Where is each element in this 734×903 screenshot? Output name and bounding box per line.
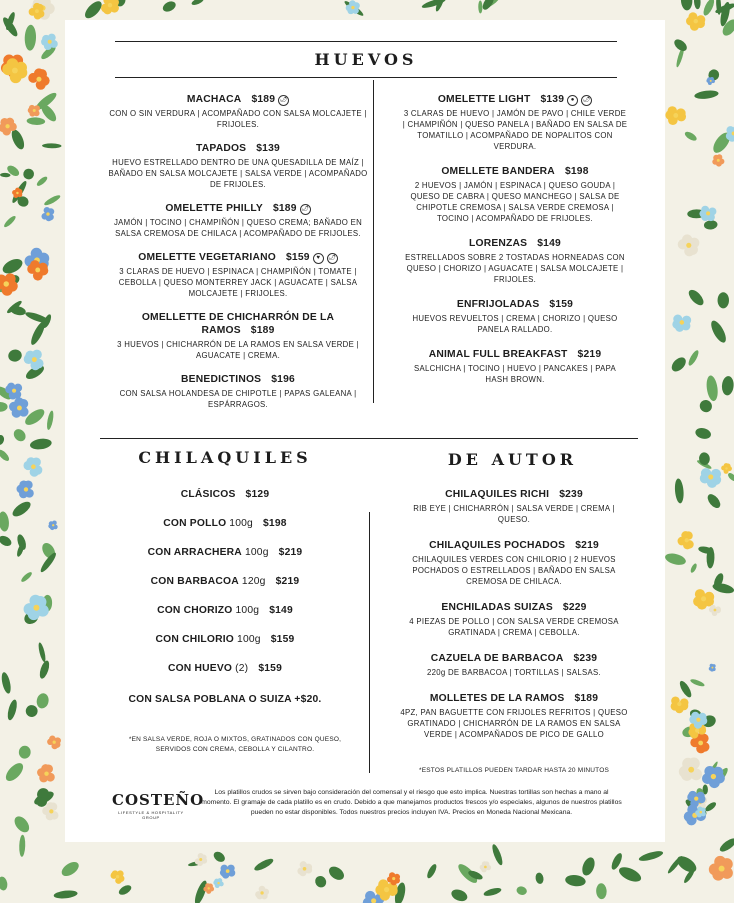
item-name: OMELLETTE DE CHICHARRÓN DE LA RAMOS	[141, 312, 335, 336]
flower	[220, 865, 235, 879]
flower	[297, 861, 312, 876]
item-heading	[396, 652, 632, 665]
item-heading	[108, 202, 368, 215]
item-weight: 100g	[235, 605, 260, 616]
menu-item	[402, 298, 628, 335]
menu-item	[100, 604, 350, 617]
item-heading	[108, 373, 368, 386]
de-autor-note: *ESTOS PLATILLOS PUEDEN TARDAR HASTA 20 MINUTOS	[418, 767, 609, 774]
item-name: MOLLETES DE LA RAMOS	[429, 693, 565, 704]
item-heading	[100, 662, 350, 675]
item-heading	[402, 165, 628, 178]
item-description: SALCHICHA | TOCINO | HUEVO | PANCAKES | PAPA HASH BROWN.	[413, 364, 617, 384]
item-price: $239	[559, 489, 583, 500]
flower	[47, 736, 61, 750]
item-weight: 100g	[237, 634, 261, 645]
section-title-chilaquiles: CHILAQUILES	[138, 448, 312, 467]
brand-tagline: LIFESTYLE & HOSPITALITY GROUP	[118, 810, 184, 820]
huevos-left-column	[108, 93, 368, 410]
item-description: 3 HUEVOS | CHICHARRÓN DE LA RAMOS EN SALSA VERDE | AGUACATE | CREMA.	[117, 340, 359, 360]
item-name: CLÁSICOS	[180, 489, 236, 500]
menu-item	[402, 93, 628, 152]
menu-item	[402, 237, 628, 285]
item-name: LORENZAS	[469, 238, 528, 249]
chilaquiles-column	[100, 488, 350, 706]
item-name: ANIMAL FULL BREAKFAST	[428, 349, 568, 360]
item-description: 4 PIEZAS DE POLLO | CON SALSA VERDE CREMOSA GRATINADA | CREMA | CEBOLLA.	[409, 617, 619, 637]
menu-item	[108, 251, 368, 299]
column-divider	[369, 512, 370, 773]
flower	[48, 521, 57, 531]
menu-item	[100, 517, 350, 530]
footer-disclaimer: Los platillos crudos se sirven bajo consideración del comensal y el riesgo que esto implica. Nuestras tortillas son hechas a mano al momento. El gramaje de cada platillo es en crudo. Debido a que manejamos productos frescos y/o especiales, algunos de nuestros platillos pueden no estar disponibles. Todos nuestros precios incluyen IVA. Precios en Moneda Nacional Mexicana.	[201, 789, 622, 816]
salsa-extra: CON SALSA POBLANA O SUIZA +$20.	[128, 694, 322, 705]
vegan-icon: ♥	[313, 253, 324, 264]
item-price: $189	[272, 203, 297, 214]
flower	[195, 853, 207, 866]
menu-item	[396, 692, 632, 740]
flower	[709, 605, 721, 616]
menu-item	[100, 633, 350, 646]
item-price: $189	[251, 94, 276, 105]
item-price: $129	[245, 489, 270, 500]
item-weight: 100g	[229, 518, 253, 529]
item-price: $229	[562, 602, 587, 613]
item-description: 220g DE BARBACOA | TORTILLAS | SALSAS.	[426, 668, 602, 677]
item-heading	[108, 93, 368, 106]
item-name: CON CHILORIO	[155, 634, 235, 645]
item-description: ESTRELLADOS SOBRE 2 TOSTADAS HORNEADAS CON QUESO | CHORIZO | AGUACATE | SALSA MOLCAJETE | FRIJOLES.	[405, 253, 625, 284]
item-name: CON HUEVO	[167, 663, 233, 674]
item-price: $159	[270, 634, 295, 645]
flower	[700, 468, 721, 488]
flower	[9, 397, 29, 417]
item-name: CON BARBACOA	[150, 576, 239, 587]
item-name: CON ARRACHERA	[147, 547, 242, 558]
item-description: RIB EYE | CHICHARRÓN | SALSA VERDE | CREMA | QUESO.	[413, 504, 615, 524]
menu-item	[396, 601, 632, 638]
menu-item	[396, 539, 632, 587]
menu-item	[108, 93, 368, 130]
item-name: OMELETTE VEGETARIANO	[138, 252, 276, 263]
menu-item	[108, 142, 368, 190]
flower	[671, 697, 689, 714]
item-heading	[402, 237, 628, 250]
brand-logo	[112, 791, 205, 820]
flower	[721, 463, 732, 474]
item-price: $159	[285, 252, 310, 263]
item-description: HUEVOS REVUELTOS | CREMA | CHORIZO | QUESO PANELA RALLADO.	[412, 314, 618, 334]
item-heading	[100, 546, 350, 559]
item-name: CHILAQUILES RICHI	[445, 489, 550, 500]
item-description: HUEVO ESTRELLADO DENTRO DE UNA QUESADILLA DE MAÍZ | BAÑADO EN SALSA MOLCAJETE | SALSA VERDE | ACOMPAÑADO DE FRIJOLES.	[108, 158, 368, 189]
item-heading	[402, 348, 628, 361]
item-name: OMELETTE PHILLY	[165, 203, 263, 214]
flower	[387, 872, 400, 885]
menu-item	[402, 348, 628, 385]
flower	[37, 764, 55, 782]
divider	[115, 41, 617, 42]
item-weight: (2)	[235, 663, 249, 674]
flower	[111, 870, 125, 884]
item-price: $219	[278, 547, 303, 558]
item-price: $189	[574, 693, 599, 704]
flower	[213, 878, 223, 888]
column-divider	[373, 80, 374, 403]
flower	[678, 234, 700, 256]
divider	[115, 77, 617, 78]
item-description: 2 HUEVOS | JAMÓN | ESPINACA | QUESO GOUDA | QUESO DE CABRA | QUESO MANCHEGO | SALSA DE CHIPOTLE CREMOSA | SALSA VERDE CREMOSA | TOCINO | ACOMPAÑADO DE FRIJOLES.	[410, 181, 620, 223]
flower	[41, 207, 54, 221]
flower	[0, 273, 18, 295]
item-heading	[402, 93, 628, 106]
flower	[709, 856, 733, 881]
de-autor-column	[396, 488, 632, 740]
flower	[665, 106, 686, 125]
item-price: $219	[275, 576, 300, 587]
item-heading	[108, 142, 368, 155]
item-name: OMELLETE BANDERA	[441, 166, 555, 177]
section-title-huevos: HUEVOS	[314, 50, 418, 69]
spicy-icon: 🌶	[300, 204, 311, 215]
flower	[480, 861, 492, 872]
section-title-de-autor: DE AUTOR	[447, 450, 578, 469]
flower	[28, 68, 49, 89]
flower	[672, 314, 691, 331]
item-name: OMELETTE LIGHT	[437, 94, 531, 105]
flower	[101, 0, 119, 14]
menu-item	[100, 575, 350, 588]
item-heading	[100, 517, 350, 530]
menu-item	[108, 202, 368, 239]
item-name: CHILAQUILES POCHADOS	[429, 540, 566, 551]
item-description: 3 CLARAS DE HUEVO | JAMÓN DE PAVO | CHILE VERDE | CHAMPIÑÓN | QUESO PANELA | BAÑADO EN SALSA DE TOMATILLO | ACOMPAÑADO DE NOPALITOS CON VERDURA.	[402, 109, 628, 151]
item-name: TAPADOS	[196, 143, 247, 154]
item-heading	[108, 311, 368, 337]
item-heading	[396, 488, 632, 501]
menu-item	[100, 546, 350, 559]
flower	[24, 350, 44, 371]
item-price: $219	[575, 540, 599, 551]
item-heading	[396, 601, 632, 614]
menu-item	[108, 311, 368, 361]
flower	[679, 758, 702, 781]
item-price: $149	[537, 238, 561, 249]
flower	[678, 531, 694, 549]
flower	[706, 77, 715, 85]
item-description: JAMÓN | TOCINO | CHAMPIÑÓN | QUESO CREMA; BAÑADO EN SALSA CREMOSA DE CHILACA | ACOMPAÑADO DE FRIJOLES.	[113, 218, 363, 238]
item-price: $196	[271, 374, 295, 385]
item-price: $219	[577, 349, 602, 360]
flower	[709, 664, 716, 672]
flower	[28, 105, 40, 117]
chilaquiles-note: *EN SALSA VERDE, ROJA O MIXTOS, GRATINADOS CON QUESO, SERVIDOS CON CREMA, CEBOLLA Y CILANTRO.	[128, 736, 342, 753]
item-name: BENEDICTINOS	[181, 374, 262, 385]
item-price: $159	[549, 299, 574, 310]
flower	[712, 154, 724, 166]
item-name: CON CHORIZO	[157, 605, 233, 616]
item-heading	[396, 539, 632, 552]
huevos-right-column	[402, 93, 628, 385]
brand-name: COSTEÑO	[112, 791, 205, 809]
spicy-icon: 🌶	[278, 95, 289, 106]
item-heading	[108, 251, 368, 264]
item-name: MACHACA	[186, 94, 242, 105]
menu-item	[100, 662, 350, 675]
spicy-icon: 🌶	[581, 95, 592, 106]
item-price: $149	[269, 605, 293, 616]
item-price: $198	[564, 166, 589, 177]
item-price: $159	[258, 663, 283, 674]
item-description: CON O SIN VERDURA | ACOMPAÑADO CON SALSA MOLCAJETE | FRIJOLES.	[109, 109, 367, 129]
light-icon: ●	[567, 95, 578, 106]
item-name: CON POLLO	[163, 518, 227, 529]
flower	[41, 34, 58, 50]
item-description: 4PZ, PAN BAGUETTE CON FRIJOLES REFRITOS | QUESO GRATINADO | CHICHARRÓN DE LA RAMOS EN SALSA VERDE | ACOMPAÑADOS DE PICO DE GALLO	[400, 708, 628, 739]
flower	[17, 480, 34, 498]
menu-item	[100, 488, 350, 501]
item-price: $189	[250, 325, 275, 336]
menu-item	[108, 373, 368, 410]
item-description: 3 CLARAS DE HUEVO | ESPINACA | CHAMPIÑÓN | TOMATE | CEBOLLA | QUESO MONTERREY JACK | AGUACATE | SALSA MOLCAJETE | FRIJOLES.	[118, 267, 358, 298]
item-price: $139	[256, 143, 280, 154]
flower	[255, 886, 269, 900]
item-heading	[100, 604, 350, 617]
flower	[29, 3, 45, 20]
item-name: ENCHILADAS SUIZAS	[441, 602, 553, 613]
item-price: $198	[263, 518, 287, 529]
item-name: CAZUELA DE BARBACOA	[430, 653, 564, 664]
item-heading	[402, 298, 628, 311]
item-name: ENFRIJOLADAS	[456, 299, 540, 310]
item-heading	[100, 575, 350, 588]
menu-item	[396, 652, 632, 678]
item-heading	[396, 692, 632, 705]
flower	[699, 206, 716, 221]
spicy-icon: 🌶	[327, 253, 338, 264]
item-description: CON SALSA HOLANDESA DE CHIPOTLE | PAPAS GALEANA | ESPÁRRAGOS.	[119, 389, 357, 409]
divider	[100, 438, 638, 439]
item-heading	[100, 488, 350, 501]
flower	[23, 457, 42, 477]
item-price: $139	[540, 94, 565, 105]
item-price: $239	[573, 653, 598, 664]
item-heading	[100, 633, 350, 646]
flower	[686, 12, 705, 30]
item-weight: 100g	[244, 547, 269, 558]
item-weight: 120g	[241, 576, 266, 587]
item-description: CHILAQUILES VERDES CON CHILORIO | 2 HUEVOS POCHADOS O ESTRELLADOS | BAÑADO EN SALSA CREMOSA DE CHILACA.	[412, 555, 616, 586]
menu-item	[396, 488, 632, 525]
menu-item	[402, 165, 628, 224]
